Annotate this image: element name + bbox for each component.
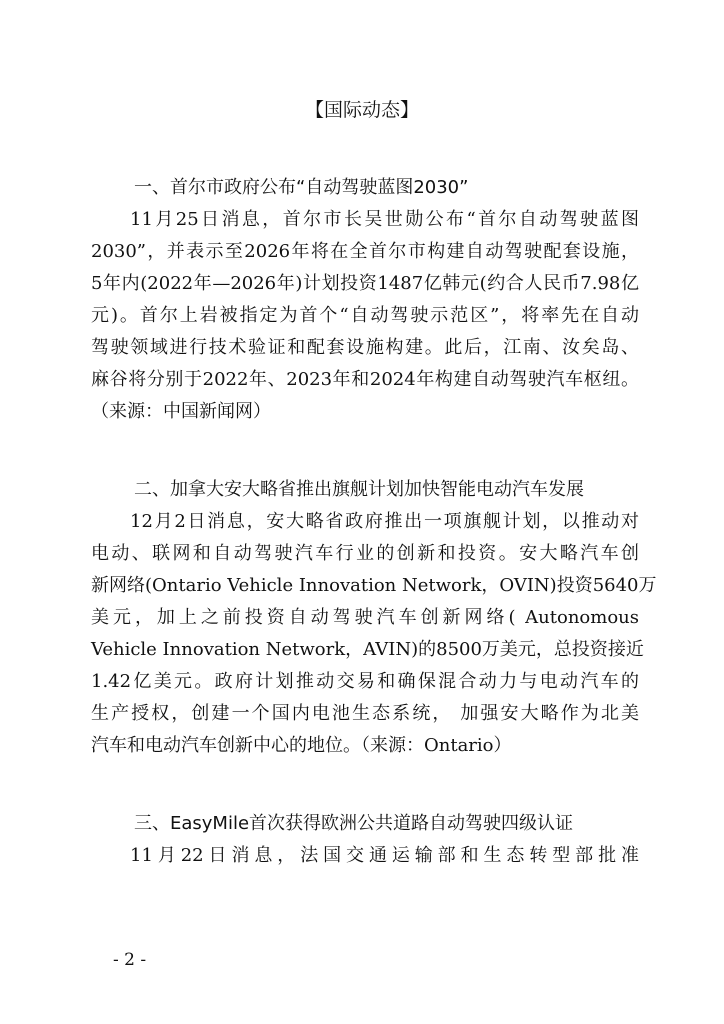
paragraph-line: 11月25日消息，首尔市长吴世勋公布“首尔自动驾驶蓝图 xyxy=(130,209,639,230)
article-heading: 一、首尔市政府公布“自动驾驶蓝图2030” xyxy=(134,177,469,198)
article-heading: 三、EasyMile首次获得欧洲公共道路自动驾驶四级认证 xyxy=(134,813,574,834)
source-line: 汽车和电动汽车创新中心的地位。（来源：Ontario） xyxy=(91,735,512,756)
paragraph-line: 5年内(2022年—2026年)计划投资1487亿韩元(约合人民币7.98亿 xyxy=(91,273,639,294)
paragraph-line: 美元，加上之前投资自动驾驶汽车创新网络( Autonomous xyxy=(91,607,639,628)
page-number: - 2 - xyxy=(113,950,147,970)
paragraph-line: 生产授权，创建一个国内电池生态系统， 加强安大略作为北美 xyxy=(91,703,639,724)
paragraph-line: 2030”，并表示至2026年将在全首尔市构建自动驾驶配套设施， xyxy=(91,241,639,262)
paragraph-line: 元)。首尔上岩被指定为首个“自动驾驶示范区”，将率先在自动 xyxy=(91,305,639,326)
article-heading: 二、加拿大安大略省推出旗舰计划加快智能电动汽车发展 xyxy=(134,479,584,500)
paragraph-line: 电动、联网和自动驾驶汽车行业的创新和投资。安大略汽车创 xyxy=(91,543,639,564)
paragraph-line: 12月2日消息，安大略省政府推出一项旗舰计划，以推动对 xyxy=(130,511,639,532)
section-header: 【国际动态】 xyxy=(304,99,419,121)
paragraph-line: Vehicle Innovation Network，AVIN)的8500万美元，总投资接近 xyxy=(91,639,644,660)
paragraph-line: 11月22日消息，法国交通运输部和生态转型部批准 xyxy=(130,845,639,866)
paragraph-line: 1.42亿美元。政府计划推动交易和确保混合动力与电动汽车的 xyxy=(91,671,639,692)
paragraph-line: 驾驶领域进行技术验证和配套设施构建。此后，江南、汝矣岛、 xyxy=(91,337,639,358)
source-line: （来源：中国新闻网） xyxy=(91,401,271,422)
paragraph-line: 新网络(Ontario Vehicle Innovation Network，OVIN)投资5640万 xyxy=(91,575,657,596)
paragraph-line: 麻谷将分别于2022年、2023年和2024年构建自动驾驶汽车枢纽。 xyxy=(91,369,639,390)
